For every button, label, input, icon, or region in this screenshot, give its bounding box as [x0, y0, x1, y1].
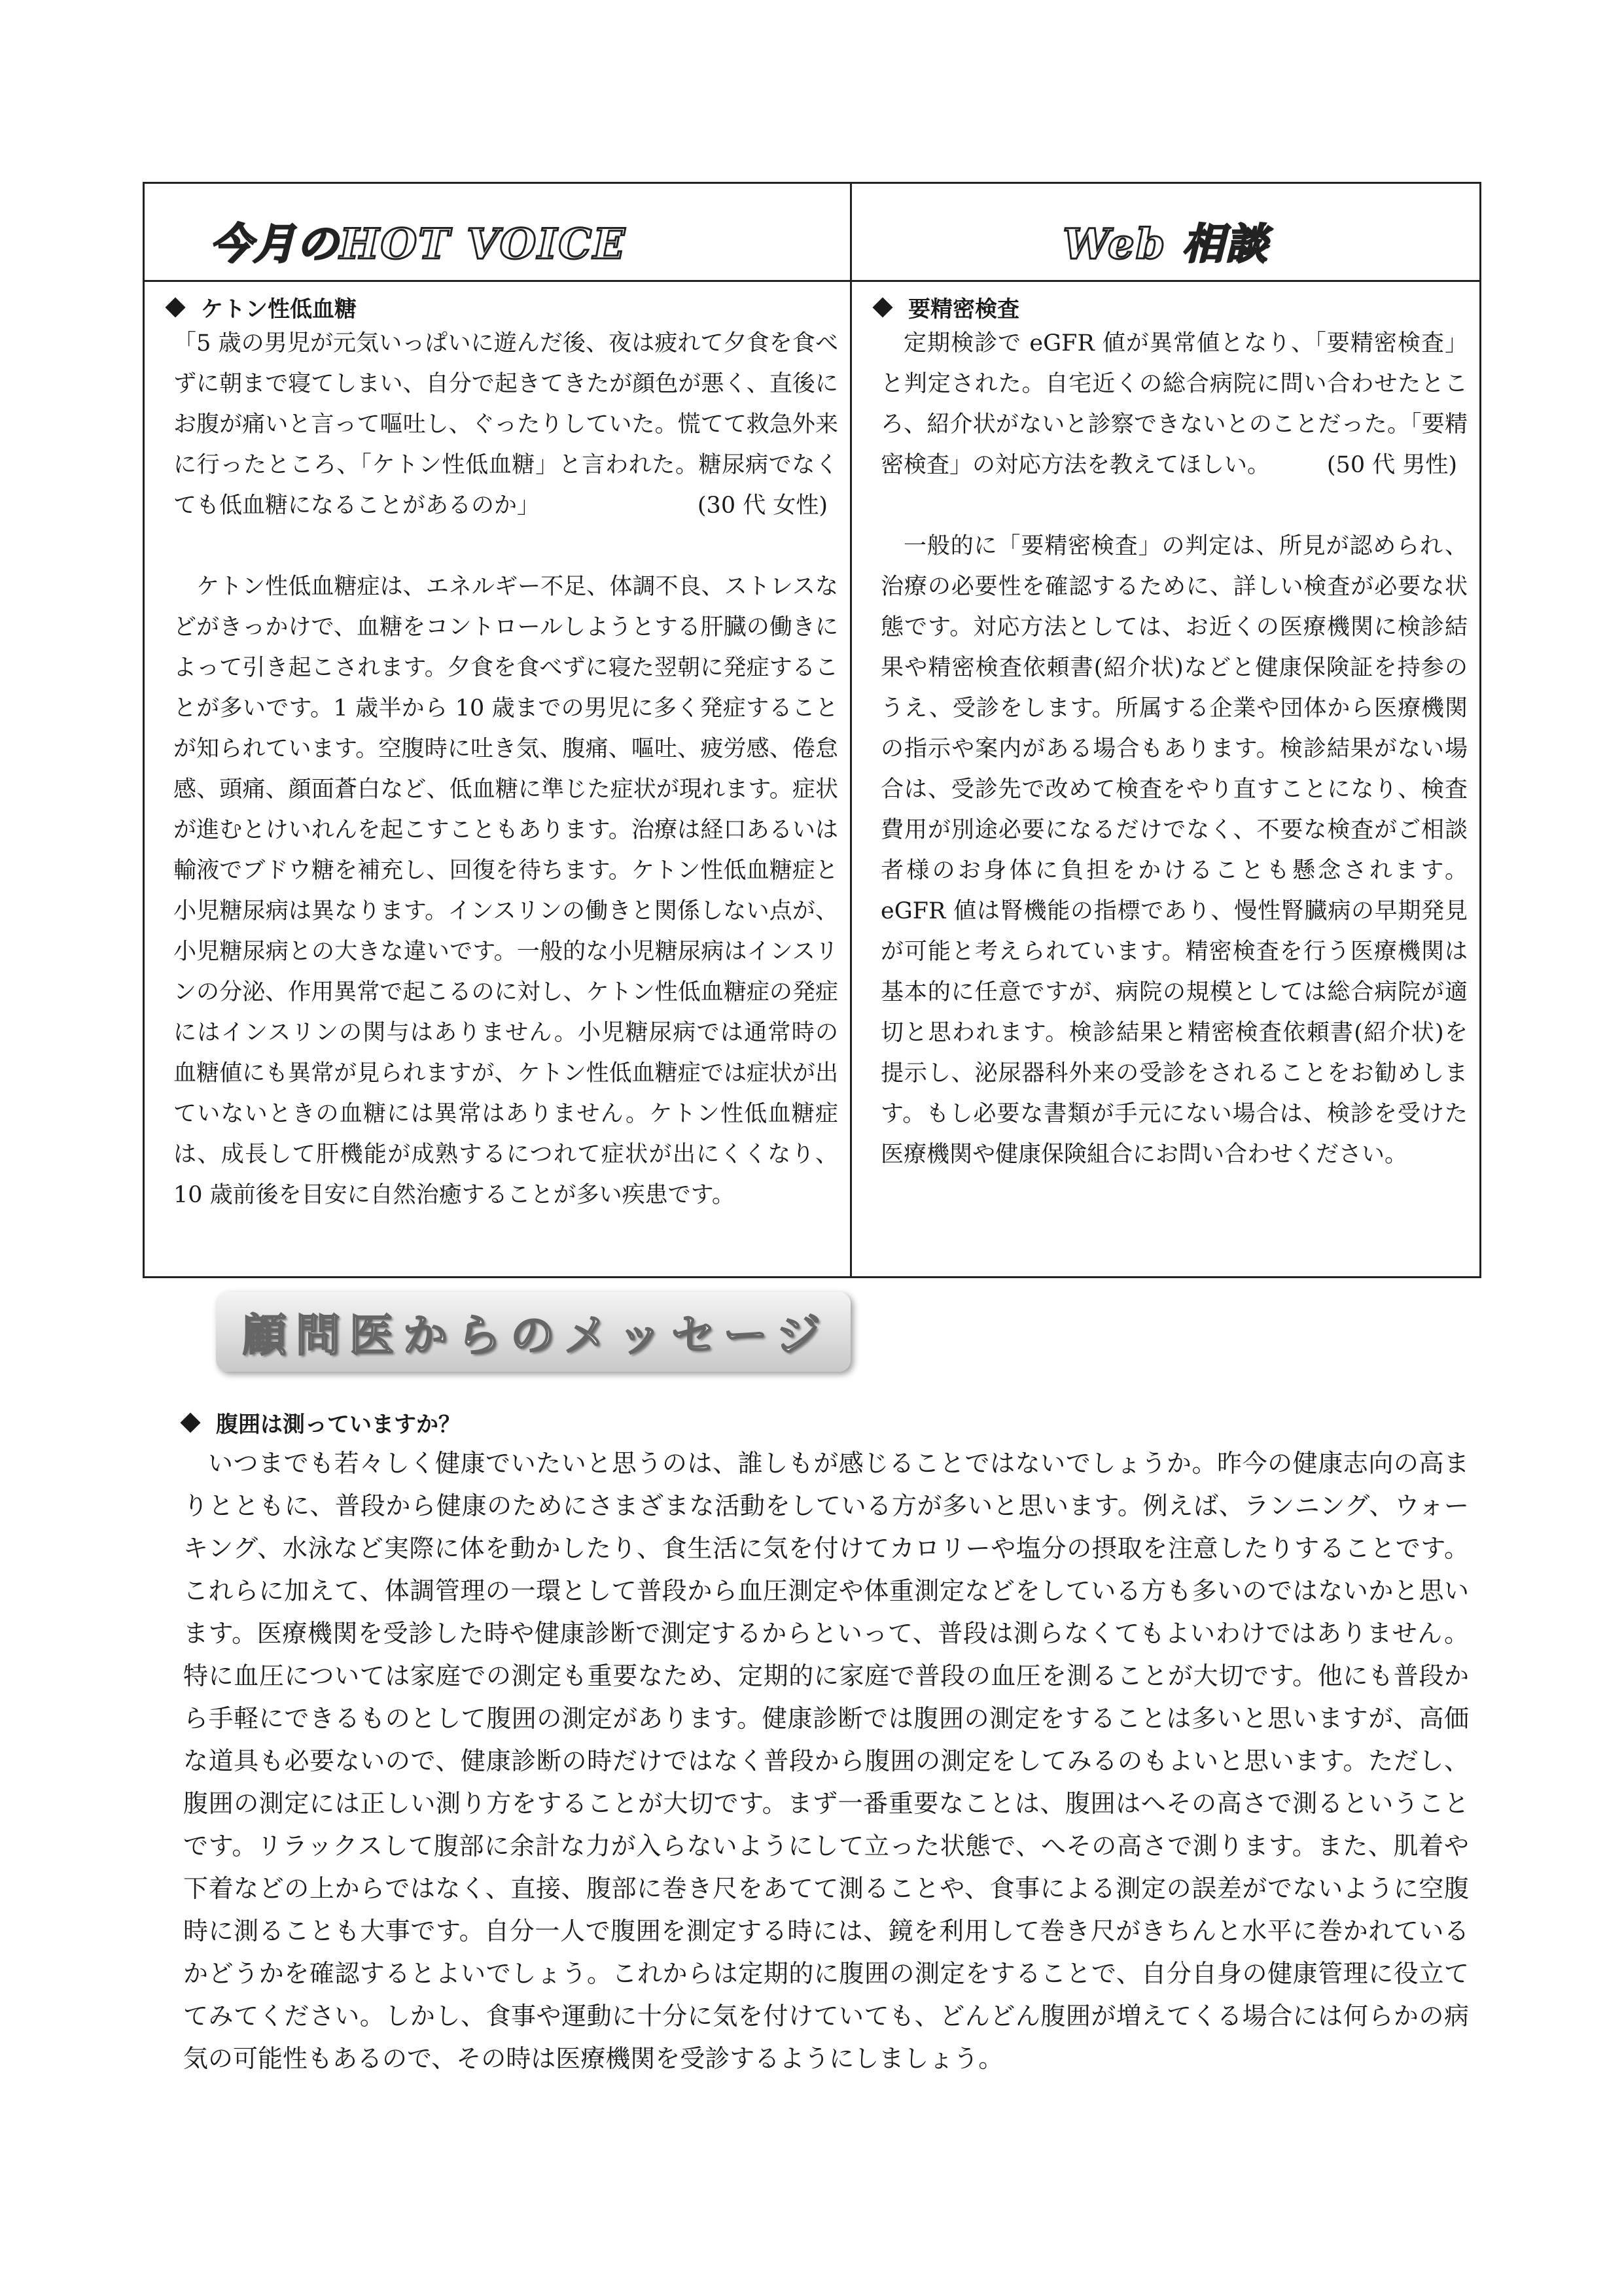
- hot-voice-heading-text: ケトン性低血糖: [201, 296, 357, 322]
- hot-voice-title: 今月のHOT VOICE: [145, 184, 850, 282]
- advisor-message-heading-text: 腹囲は測っていますか？: [216, 1412, 461, 1438]
- hot-voice-heading: [168, 291, 850, 323]
- diamond-bullet-icon: [180, 1412, 200, 1433]
- web-consult-heading: [875, 291, 1479, 323]
- qa-box: [143, 182, 1481, 1278]
- diamond-bullet-icon: [872, 297, 892, 317]
- web-consult-asker: (50 代 男性): [1326, 452, 1457, 478]
- web-consult-question: [852, 323, 1479, 485]
- advisor-message-heading: [183, 1406, 461, 1438]
- advisor-message-body: いつまでも若々しく健康でいたいと思うのは、誰しもが感じることではないでしょうか。昨今の健康志向の高まりとともに、普段から健康のためにさまざまな活動をしている方が多いと思います。例えば、ランニング、ウォーキング、水泳など実際に体を動かしたり、食生活に気を付けてカロリーや塩分の摂取を注意したりすることです。これらに加えて、体調管理の一環として普段から血圧測定や体重測定などをしている方も多いのではないかと思います。医療機関を受診した時や健康診断で測定するからといって、普段は測らなくてもよいわけではありません。特に血圧については家庭での測定も重要なため、定期的に家庭で普段の血圧を測ることが大切です。他にも普段から手軽にできるものとして腹囲の測定があります。健康診断では腹囲の測定をすることは多いと思いますが、高価な道具も必要ないので、健康診断の時だけではなく普段から腹囲の測定をしてみるのもよいと思います。ただし、腹囲の測定には正しい測り方をすることが大切です。まず一番重要なことは、腹囲はへその高さで測るということです。リラックスして腹部に余計な力が入らないようにして立った状態で、へその高さで測ります。また、肌着や下着などの上からではなく、直接、腹部に巻き尺をあてて測ることや、食事による測定の誤差がでないように空腹時に測ることも大事です。自分一人で腹囲を測定する時には、鏡を利用して巻き尺がきちんと水平に巻かれているかどうかを確認するとよいでしょう。これからは定期的に腹囲の測定をすることで、自分自身の健康管理に役立ててみてください。しかし、食事や運動に十分に気を付けていても、どんどん腹囲が増えてくる場合には何らかの病気の可能性もあるので、その時は医療機関を受診するようにしましょう。: [183, 1449, 1469, 2073]
- web-consult-column: [852, 184, 1479, 1276]
- hot-voice-question: [145, 323, 850, 526]
- web-consult-question-text: 定期検診で eGFR 値が異常値となり、「要精密検査」と判定された。自宅近くの総合病院に問い合わせたところ、紹介状がないと診察できないとのことだった。「要精密検査」の対応方法を教えてほしい。: [881, 330, 1468, 478]
- web-consult-answer: 一般的に「要精密検査」の判定は、所見が認められ、治療の必要性を確認するために、詳しい検査が必要な状態です。対応方法としては、お近くの医療機関に検診結果や精密検査依頼書(紹介状)などと健康保険証を持参のうえ、受診をします。所属する企業や団体から医療機関の指示や案内がある場合もあります。検診結果がない場合は、受診先で改めて検査をやり直すことになり、検査費用が別途必要になるだけでなく、不要な検査がご相談者様のお身体に負担をかけることも懸念されます。eGFR 値は腎機能の指標であり、慢性腎臓病の早期発見が可能と考えられています。精密検査を行う医療機関は基本的に任意ですが、病院の規模としては総合病院が適切と思われます。検診結果と精密検査依頼書(紹介状)を提示し、泌尿器科外来の受診をされることをお勧めします。もし必要な書類が手元にない場合は、検診を受けた医療機関や健康保険組合にお問い合わせください。: [881, 533, 1468, 1168]
- web-consult-title: Web 相談: [852, 184, 1479, 282]
- advisor-message-banner: 顧問医からのメッセージ: [216, 1292, 851, 1372]
- hot-voice-asker: (30 代 女性): [697, 493, 828, 519]
- web-consult-heading-text: 要精密検査: [908, 296, 1019, 322]
- hot-voice-question-text: 「5 歳の男児が元気いっぱいに遊んだ後、夜は疲れて夕食を食べずに朝まで寝てしまい、自分で起きてきたが顔色が悪く、直後にお腹が痛いと言って嘔吐し、ぐったりしていた。慌てて救急外来に行ったところ、「ケトン性低血糖」と言われた。糖尿病でなくても低血糖になることがあるのか」: [173, 330, 838, 519]
- hot-voice-column: [145, 184, 852, 1276]
- hot-voice-answer: ケトン性低血糖症は、エネルギー不足、体調不良、ストレスなどがきっかけで、血糖をコントロールしようとする肝臓の働きによって引き起こされます。夕食を食べずに寝た翌朝に発症することが多いです。1 歳半から 10 歳までの男児に多く発症することが知られています。空腹時に吐き気、腹痛、嘔吐、疲労感、倦怠感、頭痛、顔面蒼白など、低血糖に準じた症状が現れます。症状が進むとけいれんを起こすこともあります。治療は経口あるいは輸液でブドウ糖を補充し、回復を待ちます。ケトン性低血糖症と小児糖尿病は異なります。インスリンの働きと関係しない点が、小児糖尿病との大きな違いです。一般的な小児糖尿病はインスリンの分泌、作用異常で起こるのに対し、ケトン性低血糖症の発症にはインスリンの関与はありません。小児糖尿病では通常時の血糖値にも異常が見られますが、ケトン性低血糖症では症状が出ていないときの血糖には異常はありません。ケトン性低血糖症は、成長して肝機能が成熟するにつれて症状が出にくくなり、10 歳前後を目安に自然治癒することが多い疾患です。: [173, 574, 838, 1208]
- diamond-bullet-icon: [165, 297, 185, 317]
